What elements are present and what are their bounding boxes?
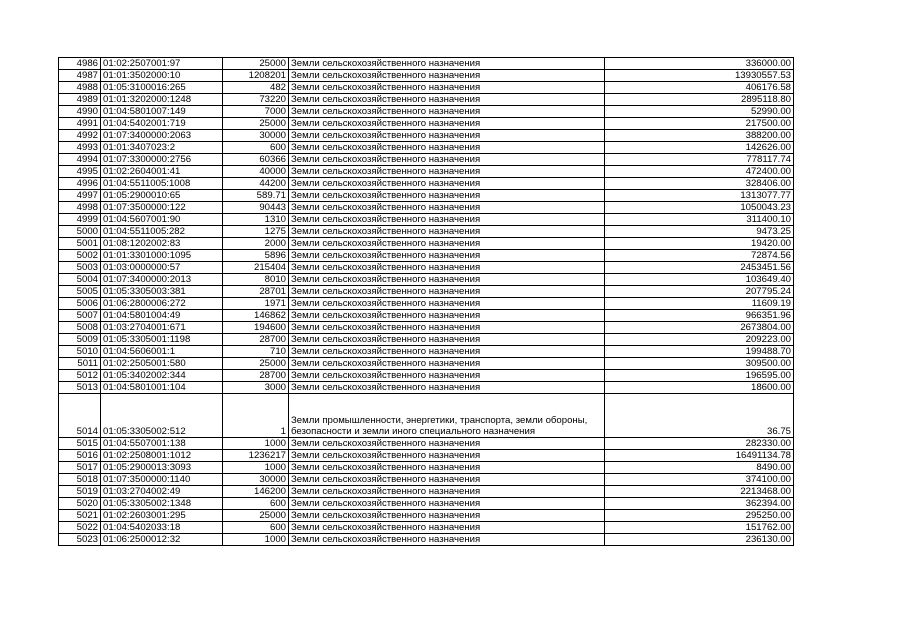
table-row	[59, 522, 794, 534]
cadastral-value-cell: 388200.00	[605, 130, 794, 142]
table-row	[59, 370, 794, 382]
land-category-cell: Земли сельскохозяйственного назначения	[289, 274, 605, 286]
area-cell: 25000	[223, 358, 289, 370]
row-number-cell: 5020	[59, 498, 101, 510]
row-number-cell: 5016	[59, 450, 101, 462]
area-cell: 25000	[223, 118, 289, 130]
table-row	[59, 178, 794, 190]
table-row	[59, 166, 794, 178]
land-category-cell: Земли сельскохозяйственного назначения	[289, 286, 605, 298]
land-category-cell: Земли сельскохозяйственного назначения	[289, 262, 605, 274]
cadastral-value-cell: 336000.00	[605, 58, 794, 70]
cadastral-value-cell: 778117.74	[605, 154, 794, 166]
area-cell: 28701	[223, 286, 289, 298]
area-cell: 1310	[223, 214, 289, 226]
table-row	[59, 394, 794, 438]
row-number-cell: 5004	[59, 274, 101, 286]
row-number-cell: 5021	[59, 510, 101, 522]
cadastral-value-cell: 209223.00	[605, 334, 794, 346]
cadastral-value-table	[58, 57, 794, 546]
cadastral-value-cell: 13930557.53	[605, 70, 794, 82]
table-row	[59, 358, 794, 370]
table-row	[59, 142, 794, 154]
cadastral-number-cell: 01:04:5402033:18	[101, 522, 223, 534]
land-category-cell: Земли сельскохозяйственного назначения	[289, 250, 605, 262]
table-row	[59, 322, 794, 334]
area-cell: 73220	[223, 94, 289, 106]
land-category-cell: Земли сельскохозяйственного назначения	[289, 334, 605, 346]
cadastral-number-cell: 01:05:3402002:344	[101, 370, 223, 382]
cadastral-number-cell: 01:04:5801007:149	[101, 106, 223, 118]
land-category-cell: Земли сельскохозяйственного назначения	[289, 310, 605, 322]
land-category-cell: Земли сельскохозяйственного назначения	[289, 58, 605, 70]
cadastral-value-cell: 2673804.00	[605, 322, 794, 334]
row-number-cell: 4999	[59, 214, 101, 226]
table-row	[59, 474, 794, 486]
cadastral-value-cell: 2213468.00	[605, 486, 794, 498]
cadastral-number-cell: 01:01:3407023:2	[101, 142, 223, 154]
cadastral-number-cell: 01:05:2900010:65	[101, 190, 223, 202]
area-cell: 25000	[223, 58, 289, 70]
area-cell: 30000	[223, 130, 289, 142]
table-row	[59, 498, 794, 510]
table-row	[59, 486, 794, 498]
cadastral-number-cell: 01:05:3100016:265	[101, 82, 223, 94]
area-cell: 7000	[223, 106, 289, 118]
table-row	[59, 58, 794, 70]
land-category-cell: Земли сельскохозяйственного назначения	[289, 358, 605, 370]
area-cell: 600	[223, 498, 289, 510]
document-page	[58, 57, 794, 546]
table-row	[59, 438, 794, 450]
area-cell: 40000	[223, 166, 289, 178]
table-body	[59, 58, 794, 546]
area-cell: 589.71	[223, 190, 289, 202]
cadastral-value-cell: 207795.24	[605, 286, 794, 298]
area-cell: 44200	[223, 178, 289, 190]
area-cell: 146862	[223, 310, 289, 322]
cadastral-number-cell: 01:04:5801004:49	[101, 310, 223, 322]
table-row	[59, 214, 794, 226]
area-cell: 5896	[223, 250, 289, 262]
area-cell: 600	[223, 142, 289, 154]
area-cell: 1971	[223, 298, 289, 310]
cadastral-value-cell: 9473.25	[605, 226, 794, 238]
row-number-cell: 4995	[59, 166, 101, 178]
table-row	[59, 462, 794, 474]
land-category-cell: Земли сельскохозяйственного назначения	[289, 118, 605, 130]
area-cell: 28700	[223, 334, 289, 346]
cadastral-value-cell: 142626.00	[605, 142, 794, 154]
table-row	[59, 262, 794, 274]
area-cell: 1236217	[223, 450, 289, 462]
cadastral-number-cell: 01:06:2800006:272	[101, 298, 223, 310]
land-category-cell: Земли сельскохозяйственного назначения	[289, 106, 605, 118]
table-row	[59, 450, 794, 462]
land-category-cell: Земли сельскохозяйственного назначения	[289, 226, 605, 238]
row-number-cell: 4993	[59, 142, 101, 154]
land-category-cell: Земли сельскохозяйственного назначения	[289, 154, 605, 166]
land-category-cell: Земли сельскохозяйственного назначения	[289, 166, 605, 178]
table-row	[59, 510, 794, 522]
land-category-cell: Земли сельскохозяйственного назначения	[289, 438, 605, 450]
cadastral-number-cell: 01:04:5607001:90	[101, 214, 223, 226]
row-number-cell: 5018	[59, 474, 101, 486]
cadastral-number-cell: 01:01:3301000:1095	[101, 250, 223, 262]
land-category-cell: Земли сельскохозяйственного назначения	[289, 130, 605, 142]
area-cell: 1	[223, 394, 289, 438]
row-number-cell: 4988	[59, 82, 101, 94]
row-number-cell: 5002	[59, 250, 101, 262]
table-row	[59, 310, 794, 322]
table-row	[59, 202, 794, 214]
land-category-cell: Земли сельскохозяйственного назначения	[289, 346, 605, 358]
table-row	[59, 382, 794, 394]
row-number-cell: 5019	[59, 486, 101, 498]
cadastral-number-cell: 01:07:3300000:2756	[101, 154, 223, 166]
row-number-cell: 4994	[59, 154, 101, 166]
row-number-cell: 5005	[59, 286, 101, 298]
cadastral-value-cell: 36.75	[605, 394, 794, 438]
cadastral-number-cell: 01:05:3305002:1348	[101, 498, 223, 510]
cadastral-number-cell: 01:01:3502000:10	[101, 70, 223, 82]
row-number-cell: 5009	[59, 334, 101, 346]
cadastral-number-cell: 01:04:5507001:138	[101, 438, 223, 450]
land-category-cell: Земли сельскохозяйственного назначения	[289, 486, 605, 498]
row-number-cell: 5006	[59, 298, 101, 310]
cadastral-number-cell: 01:03:2704001:671	[101, 322, 223, 334]
area-cell: 194600	[223, 322, 289, 334]
cadastral-number-cell: 01:07:3400000:2063	[101, 130, 223, 142]
area-cell: 1000	[223, 534, 289, 546]
cadastral-number-cell: 01:05:3305003:381	[101, 286, 223, 298]
area-cell: 8010	[223, 274, 289, 286]
row-number-cell: 5013	[59, 382, 101, 394]
cadastral-value-cell: 236130.00	[605, 534, 794, 546]
land-category-cell: Земли сельскохозяйственного назначения	[289, 298, 605, 310]
table-row	[59, 238, 794, 250]
cadastral-number-cell: 01:07:3500000:1140	[101, 474, 223, 486]
cadastral-number-cell: 01:02:2508001:1012	[101, 450, 223, 462]
cadastral-number-cell: 01:02:2604001:41	[101, 166, 223, 178]
area-cell: 1275	[223, 226, 289, 238]
table-row	[59, 70, 794, 82]
cadastral-number-cell: 01:08:1202002:83	[101, 238, 223, 250]
table-row	[59, 106, 794, 118]
land-category-cell: Земли сельскохозяйственного назначения	[289, 202, 605, 214]
cadastral-value-cell: 199488.70	[605, 346, 794, 358]
row-number-cell: 4987	[59, 70, 101, 82]
cadastral-number-cell: 01:05:2900013:3093	[101, 462, 223, 474]
table-row	[59, 334, 794, 346]
cadastral-value-cell: 1313077.77	[605, 190, 794, 202]
area-cell: 1208201	[223, 70, 289, 82]
cadastral-number-cell: 01:07:3500000:122	[101, 202, 223, 214]
area-cell: 146200	[223, 486, 289, 498]
land-category-cell: Земли сельскохозяйственного назначения	[289, 70, 605, 82]
row-number-cell: 4986	[59, 58, 101, 70]
area-cell: 2000	[223, 238, 289, 250]
table-row	[59, 274, 794, 286]
cadastral-value-cell: 1050043.23	[605, 202, 794, 214]
cadastral-number-cell: 01:02:2505001:580	[101, 358, 223, 370]
land-category-cell: Земли сельскохозяйственного назначения	[289, 82, 605, 94]
table-row	[59, 94, 794, 106]
cadastral-number-cell: 01:01:3202000:1248	[101, 94, 223, 106]
area-cell: 1000	[223, 462, 289, 474]
area-cell: 30000	[223, 474, 289, 486]
table-row	[59, 250, 794, 262]
table-row	[59, 130, 794, 142]
area-cell: 90443	[223, 202, 289, 214]
cadastral-number-cell: 01:04:5606001:1	[101, 346, 223, 358]
row-number-cell: 4989	[59, 94, 101, 106]
area-cell: 600	[223, 522, 289, 534]
cadastral-number-cell: 01:04:5402001:719	[101, 118, 223, 130]
cadastral-value-cell: 406176.58	[605, 82, 794, 94]
row-number-cell: 5008	[59, 322, 101, 334]
row-number-cell: 5007	[59, 310, 101, 322]
land-category-cell: Земли сельскохозяйственного назначения	[289, 142, 605, 154]
table-row	[59, 346, 794, 358]
table-row	[59, 298, 794, 310]
table-row	[59, 190, 794, 202]
area-cell: 482	[223, 82, 289, 94]
land-category-cell: Земли сельскохозяйственного назначения	[289, 238, 605, 250]
cadastral-value-cell: 282330.00	[605, 438, 794, 450]
cadastral-number-cell: 01:05:3305001:1198	[101, 334, 223, 346]
row-number-cell: 5022	[59, 522, 101, 534]
land-category-cell: Земли сельскохозяйственного назначения	[289, 178, 605, 190]
cadastral-value-cell: 196595.00	[605, 370, 794, 382]
cadastral-value-cell: 295250.00	[605, 510, 794, 522]
cadastral-value-cell: 151762.00	[605, 522, 794, 534]
row-number-cell: 4998	[59, 202, 101, 214]
row-number-cell: 5003	[59, 262, 101, 274]
cadastral-number-cell: 01:05:3305002:512	[101, 394, 223, 438]
land-category-cell: Земли сельскохозяйственного назначения	[289, 382, 605, 394]
land-category-cell: Земли сельскохозяйственного назначения	[289, 510, 605, 522]
row-number-cell: 5017	[59, 462, 101, 474]
area-cell: 25000	[223, 510, 289, 522]
cadastral-value-cell: 2453451.56	[605, 262, 794, 274]
cadastral-number-cell: 01:04:5801001:104	[101, 382, 223, 394]
row-number-cell: 4990	[59, 106, 101, 118]
land-category-cell: Земли сельскохозяйственного назначения	[289, 190, 605, 202]
row-number-cell: 5012	[59, 370, 101, 382]
cadastral-value-cell: 72874.56	[605, 250, 794, 262]
land-category-cell: Земли сельскохозяйственного назначения	[289, 94, 605, 106]
cadastral-number-cell: 01:04:5511005:1008	[101, 178, 223, 190]
cadastral-value-cell: 103649.40	[605, 274, 794, 286]
cadastral-number-cell: 01:03:0000000:57	[101, 262, 223, 274]
table-row	[59, 226, 794, 238]
cadastral-number-cell: 01:02:2507001:97	[101, 58, 223, 70]
cadastral-value-cell: 966351.96	[605, 310, 794, 322]
row-number-cell: 5000	[59, 226, 101, 238]
cadastral-value-cell: 8490.00	[605, 462, 794, 474]
row-number-cell: 5023	[59, 534, 101, 546]
row-number-cell: 4991	[59, 118, 101, 130]
cadastral-number-cell: 01:07:3400000:2013	[101, 274, 223, 286]
cadastral-value-cell: 472400.00	[605, 166, 794, 178]
area-cell: 215404	[223, 262, 289, 274]
row-number-cell: 5001	[59, 238, 101, 250]
land-category-cell: Земли сельскохозяйственного назначения	[289, 462, 605, 474]
land-category-cell: Земли сельскохозяйственного назначения	[289, 498, 605, 510]
table-row	[59, 534, 794, 546]
area-cell: 28700	[223, 370, 289, 382]
cadastral-value-cell: 328406.00	[605, 178, 794, 190]
cadastral-number-cell: 01:02:2603001:295	[101, 510, 223, 522]
land-category-cell: Земли сельскохозяйственного назначения	[289, 322, 605, 334]
land-category-cell: Земли сельскохозяйственного назначения	[289, 522, 605, 534]
area-cell: 3000	[223, 382, 289, 394]
cadastral-value-cell: 309500.00	[605, 358, 794, 370]
cadastral-value-cell: 11609.19	[605, 298, 794, 310]
table-row	[59, 118, 794, 130]
table-row	[59, 286, 794, 298]
land-category-cell: Земли сельскохозяйственного назначения	[289, 450, 605, 462]
cadastral-value-cell: 217500.00	[605, 118, 794, 130]
table-row	[59, 154, 794, 166]
cadastral-value-cell: 18600.00	[605, 382, 794, 394]
cadastral-value-cell: 2895118.80	[605, 94, 794, 106]
cadastral-value-cell: 16491134.78	[605, 450, 794, 462]
land-category-cell: Земли промышленности, энергетики, транспорта, земли обороны, безопасности и земли иного специального назначения	[289, 394, 605, 438]
cadastral-value-cell: 362394.00	[605, 498, 794, 510]
row-number-cell: 5014	[59, 394, 101, 438]
table-row	[59, 82, 794, 94]
row-number-cell: 4992	[59, 130, 101, 142]
row-number-cell: 4996	[59, 178, 101, 190]
row-number-cell: 5015	[59, 438, 101, 450]
row-number-cell: 5010	[59, 346, 101, 358]
area-cell: 710	[223, 346, 289, 358]
area-cell: 60366	[223, 154, 289, 166]
land-category-cell: Земли сельскохозяйственного назначения	[289, 474, 605, 486]
cadastral-number-cell: 01:06:2500012:32	[101, 534, 223, 546]
area-cell: 1000	[223, 438, 289, 450]
cadastral-value-cell: 374100.00	[605, 474, 794, 486]
row-number-cell: 4997	[59, 190, 101, 202]
cadastral-value-cell: 19420.00	[605, 238, 794, 250]
land-category-cell: Земли сельскохозяйственного назначения	[289, 534, 605, 546]
land-category-cell: Земли сельскохозяйственного назначения	[289, 370, 605, 382]
land-category-cell: Земли сельскохозяйственного назначения	[289, 214, 605, 226]
row-number-cell: 5011	[59, 358, 101, 370]
cadastral-value-cell: 52990.00	[605, 106, 794, 118]
cadastral-value-cell: 311400.10	[605, 214, 794, 226]
cadastral-number-cell: 01:03:2704002:49	[101, 486, 223, 498]
cadastral-number-cell: 01:04:5511005:282	[101, 226, 223, 238]
